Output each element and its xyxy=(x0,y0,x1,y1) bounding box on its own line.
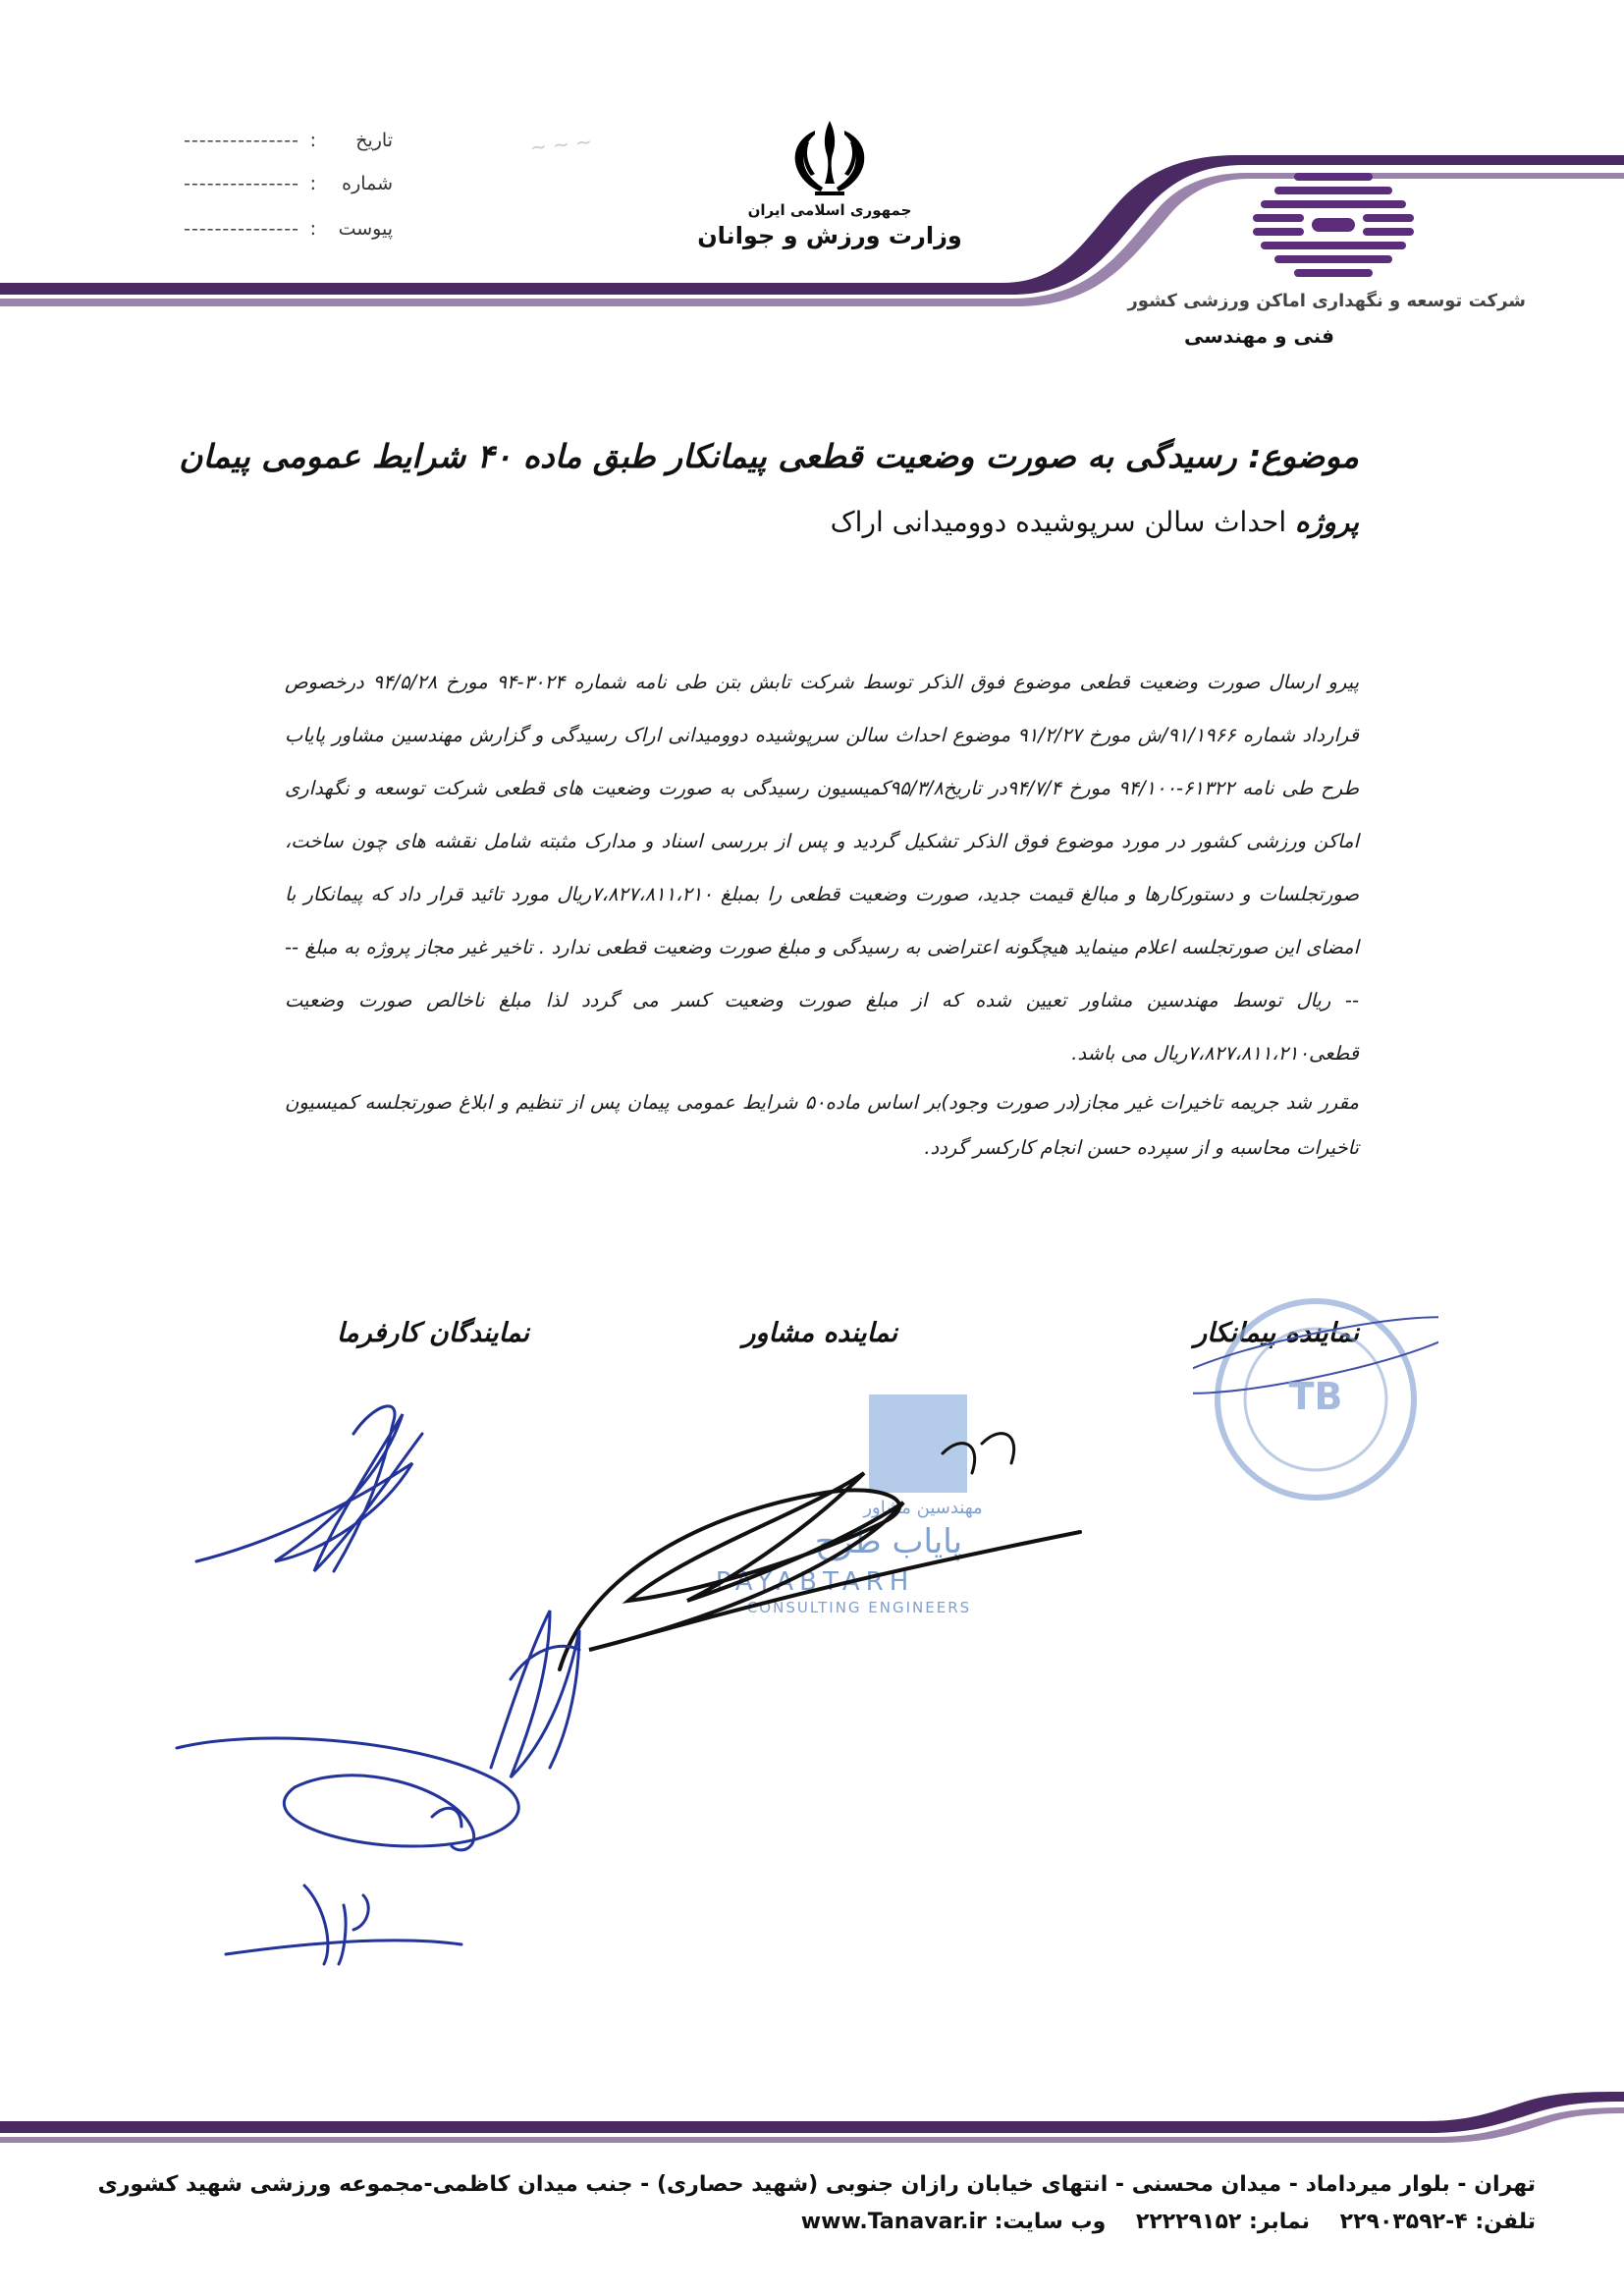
body-paragraph-2: مقرر شد جریمه تاخیرات غیر مجاز(در صورت وجود)بر اساس ماده۵۰ شرایط عمومی پیمان پس از تنظیم و ابلاغ صورتجلسه کمیسیون تاخیرات محاسبه و از سپرده حسن انجام کارکسر گردد. xyxy=(285,1091,1359,1159)
fax-number: ۲۲۲۲۹۱۵۲ xyxy=(1135,2210,1242,2234)
body-paragraph-1: پیرو ارسال صورت وضعیت قطعی موضوع فوق الذکر توسط شرکت تابش بتن طی نامه شماره ۳۰۲۴-۹۴ مورخ ۹۴/۵/۲۸ درخصوص قرارداد شماره ۹۱/۱۹۶۶/ش مورخ ۹۱/۲/۲۷ موضوع احداث سالن سرپوشیده دوومیدانی اراک رسیدگی و گزارش مهندسین مشاور پایاب طرح طی نامه ۶۱۳۲۲-۹۴/۱۰۰ مورخ ۹۴/۷/۴در تاریخ۹۵/۳/۸کمیسیون رسیدگی به صورت وضعیت های قطعی شرکت توسعه و نگهداری اماکن ورزشی کشور در مورد موضوع فوق الذکر تشکیل گردید و پس از بررسی اسناد و مدارک مثبته شامل نقشه های چون ساخت، صورتجلسات و دستورکارها و مبالغ قیمت جدید، صورت وضعیت قطعی را بمبلغ ۷،۸۲۷،۸۱۱،۲۱۰ریال مورد تائید قرار داد که پیمانکار با امضای این صورتجلسه اعلام مینماید هیچگونه اعتراضی به رسیدگی و مبلغ صورت وضعیت قطعی ندارد . تاخیر غیر مجاز پروژه به مبلغ ---- ریال توسط مهندسین مشاور تعیین شده که از مبلغ صورت وضعیت کسر می گردد لذا مبلغ ناخالص صورت وضعیت قطعی۷،۸۲۷،۸۱۱،۲۱۰ریال می باشد. xyxy=(285,671,1360,1065)
footer-band xyxy=(0,2092,1624,2151)
project-label: پروژه xyxy=(1295,506,1359,538)
consultant-stamp-fa1: مهندسین مشاور xyxy=(863,1498,983,1518)
footer-contact xyxy=(801,2210,1536,2234)
footer-address: تهران - بلوار میرداماد - میدان محسنی - انتهای خیابان رازان جنوبی (شهید حصاری) - جنب میدان کاظمی-مجموعه ورزشی شهید کشوری xyxy=(97,2172,1536,2197)
employer-signature-title: نمایندگان کارفرما xyxy=(336,1318,529,1348)
phone-label: تلفن: xyxy=(1475,2210,1536,2234)
date-label: تاریخ xyxy=(355,130,393,151)
phone-number: ۴-۲۲۹۰۳۵۹۲ xyxy=(1339,2210,1468,2234)
consultant-stamp-fa2: پایاب طرح xyxy=(814,1522,963,1561)
number-label: شماره xyxy=(342,173,393,194)
attachment-field: پیوست : --------------- xyxy=(184,218,393,240)
department-name: فنی و مهندسی xyxy=(1183,324,1334,348)
faint-stamp-mark: ~ ~ ~ xyxy=(528,129,593,160)
project-line xyxy=(831,506,1359,538)
svg-text:TB: TB xyxy=(1288,1375,1343,1418)
contractor-signature-title: نماینده پیمانکار xyxy=(1194,1318,1359,1348)
letter-body xyxy=(285,656,1359,1171)
consultant-signature-title: نماینده مشاور xyxy=(742,1318,897,1348)
ministry-name: وزارت ورزش و جوانان xyxy=(697,222,962,249)
company-logo-icon xyxy=(1247,167,1420,285)
number-value: --------------- xyxy=(184,173,299,194)
number-field: شماره : --------------- xyxy=(184,173,393,194)
fax-label: نمابر: xyxy=(1249,2210,1311,2234)
subject-line: موضوع: رسیدگی به صورت وضعیت قطعی پیمانکار طبق ماده ۴۰ شرایط عمومی پیمان xyxy=(179,437,1359,475)
website-label: وب سایت: xyxy=(994,2210,1107,2234)
project-name: احداث سالن سرپوشیده دوومیدانی اراک xyxy=(830,506,1287,538)
attachment-value: --------------- xyxy=(184,218,299,240)
consultant-stamp-en2: CONSULTING ENGINEERS xyxy=(746,1599,972,1616)
website-link[interactable]: www.Tanavar.ir xyxy=(800,2210,987,2234)
company-name: شرکت توسعه و نگهداری اماکن ورزشی کشور xyxy=(1127,291,1526,311)
handwritten-signatures xyxy=(0,1355,1624,2043)
consultant-stamp-en1: PAYABTARH xyxy=(715,1567,915,1597)
emblem-country: جمهوری اسلامی ایران xyxy=(747,201,912,219)
date-value: --------------- xyxy=(184,130,299,151)
date-field: تاریخ : --------------- xyxy=(184,130,393,151)
attachment-label: پیوست xyxy=(338,218,393,240)
iran-emblem-icon xyxy=(785,113,874,201)
